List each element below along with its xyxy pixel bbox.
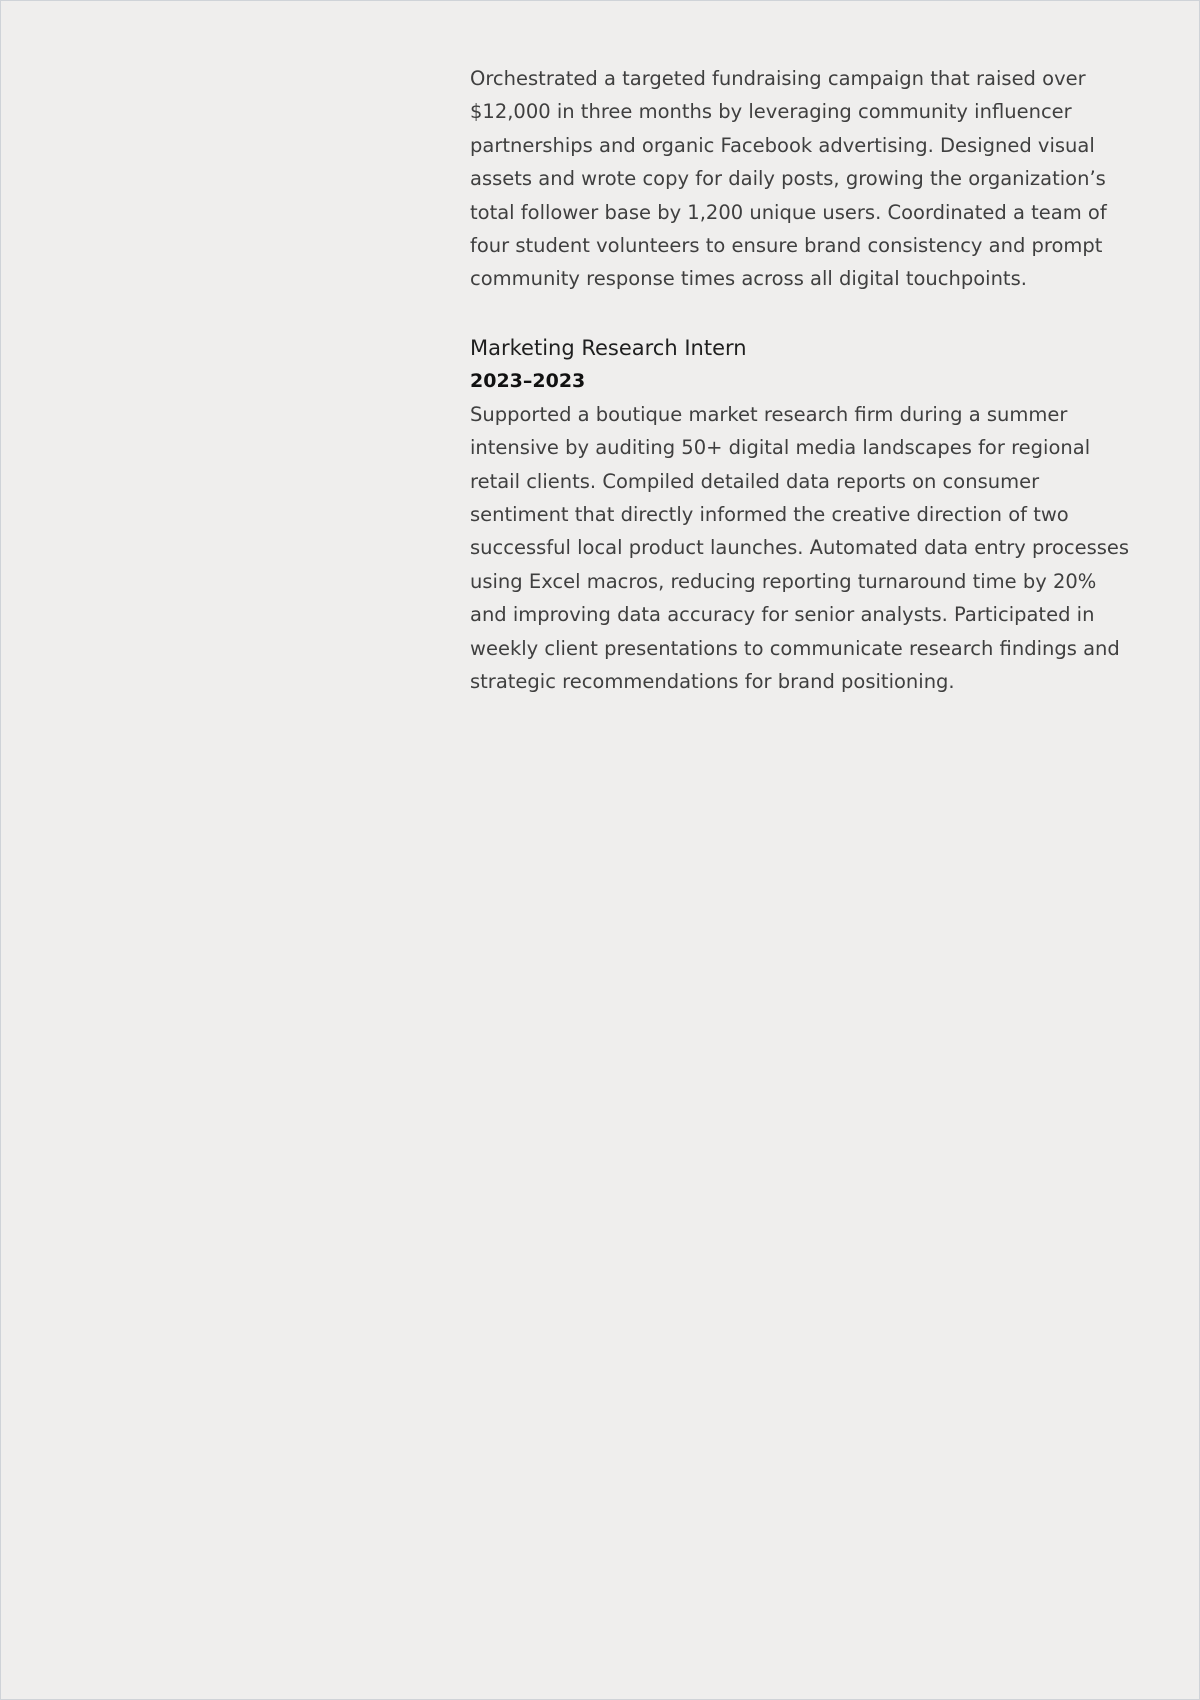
job-description: Orchestrated a targeted fundraising campaign that raised over $12,000 in three months by leveraging community influencer partnerships and organic Facebook advertising. Designed visual assets and wrote copy for daily posts, growing the organization’s total follower base by 1,200 unique users. Coordinated a team of four student volunteers to ensure brand consistency and prompt community response times across all digital touchpoints. — [470, 67, 1107, 291]
experience-column — [470, 62, 1130, 699]
job-description: Supported a boutique market research firm during a summer intensive by auditing 50+ digital media landscapes for regional retail clients. Compiled detailed data reports on consumer sentiment that directly informed the creative direction of two successful local product launches. Automated data entry processes using Excel macros, reducing reporting turnaround time by 20% and improving data accuracy for senior analysts. Participated in weekly client presentations to communicate research findings and strategic recommendations for brand positioning. — [470, 402, 1130, 694]
job-title: Marketing Research Intern — [470, 335, 747, 360]
experience-entry — [470, 332, 1130, 699]
job-dates: 2023–2023 — [470, 369, 586, 392]
